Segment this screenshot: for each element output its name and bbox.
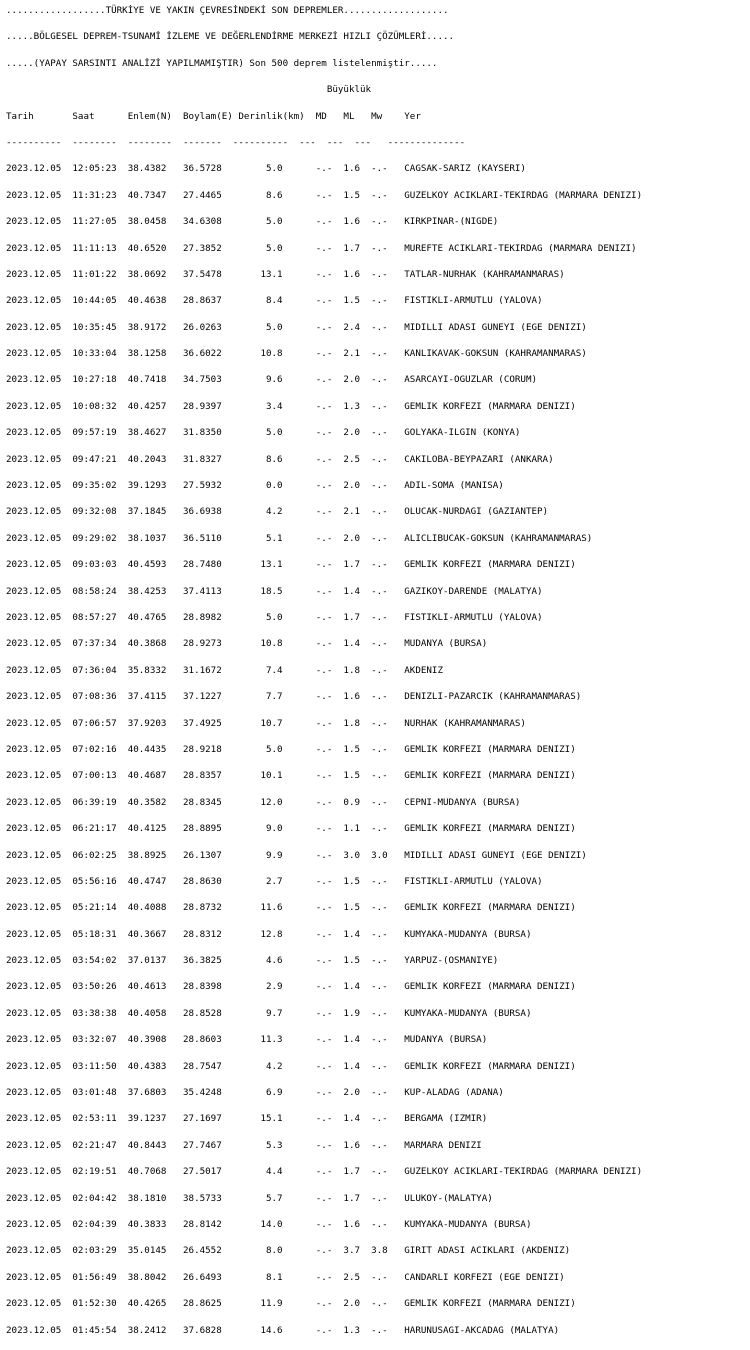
earthquake-row: 2023.12.05 03:01:48 37.6803 35.4248 6.9 -.- 2.0 -.- KUP-ALADAG (ADANA) xyxy=(6,1087,504,1099)
header-line-institute: .....BÖLGESEL DEPREM-TSUNAMİ İZLEME VE DEĞERLENDİRME MERKEZİ HIZLI ÇÖZÜMLERİ..... xyxy=(6,31,455,43)
earthquake-row: 2023.12.05 11:11:13 40.6520 27.3852 5.0 -.- 1.7 -.- MUREFTE ACIKLARI-TEKIRDAG (MARMARA DENIZI) xyxy=(6,242,637,254)
earthquake-row: 2023.12.05 03:38:38 40.4058 28.8528 9.7 -.- 1.9 -.- KUMYAKA-MUDANYA (BURSA) xyxy=(6,1007,532,1019)
earthquake-row: 2023.12.05 06:02:25 38.8925 26.1307 9.9 -.- 3.0 3.0 MIDILLI ADASI GUNEYI (EGE DENIZI) xyxy=(6,849,587,861)
earthquake-row: 2023.12.05 12:05:23 38.4382 36.5728 5.0 -.- 1.6 -.- CAGSAK-SARIZ (KAYSERI) xyxy=(6,163,526,175)
earthquake-row: 2023.12.05 05:56:16 40.4747 28.8630 2.7 -.- 1.5 -.- FISTIKLI-ARMUTLU (YALOVA) xyxy=(6,875,543,887)
earthquake-row: 2023.12.05 09:57:19 38.4627 31.8350 5.0 -.- 2.0 -.- GOLYAKA-ILGIN (KONYA) xyxy=(6,427,521,439)
earthquake-row: 2023.12.05 11:27:05 38.0458 34.6308 5.0 -.- 1.6 -.- KIRKPINAR-(NIGDE) xyxy=(6,216,499,228)
earthquake-row: 2023.12.05 02:04:39 40.3833 28.8142 14.0 -.- 1.6 -.- KUMYAKA-MUDANYA (BURSA) xyxy=(6,1218,532,1230)
earthquake-row: 2023.12.05 02:53:11 39.1237 27.1697 15.1 -.- 1.4 -.- BERGAMA (IZMIR) xyxy=(6,1113,488,1125)
earthquake-row: 2023.12.05 09:32:08 37.1845 36.6938 4.2 -.- 2.1 -.- OLUCAK-NURDAGI (GAZIANTEP) xyxy=(6,506,549,518)
earthquake-row: 2023.12.05 07:08:36 37.4115 37.1227 7.7 -.- 1.6 -.- DENIZLI-PAZARCIK (KAHRAMANMARAS) xyxy=(6,691,582,703)
earthquake-row: 2023.12.05 07:37:34 40.3868 28.9273 10.8 -.- 1.4 -.- MUDANYA (BURSA) xyxy=(6,638,488,650)
header-separator: ---------- -------- -------- ------- ---------- --- --- --- -------------- xyxy=(6,136,466,148)
earthquake-row: 2023.12.05 10:35:45 38.9172 26.0263 5.0 -.- 2.4 -.- MIDILLI ADASI GUNEYI (EGE DENIZI) xyxy=(6,321,587,333)
earthquake-row: 2023.12.05 09:47:21 40.2043 31.8327 8.6 -.- 2.5 -.- CAKILOBA-BEYPAZARI (ANKARA) xyxy=(6,453,554,465)
earthquake-row: 2023.12.05 05:21:14 40.4088 28.8732 11.6 -.- 1.5 -.- GEMLIK KORFEZI (MARMARA DENIZI) xyxy=(6,902,576,914)
earthquake-row: 2023.12.05 11:31:23 40.7347 27.4465 8.6 -.- 1.5 -.- GUZELKOY ACIKLARI-TEKIRDAG (MARMARA DENIZI) xyxy=(6,189,643,201)
earthquake-row: 2023.12.05 02:04:42 38.1810 38.5733 5.7 -.- 1.7 -.- ULUKOY-(MALATYA) xyxy=(6,1192,493,1204)
earthquake-row: 2023.12.05 06:39:19 40.3582 28.8345 12.0 -.- 0.9 -.- CEPNI-MUDANYA (BURSA) xyxy=(6,796,521,808)
earthquake-row: 2023.12.05 11:01:22 38.0692 37.5478 13.1 -.- 1.6 -.- TATLAR-NURHAK (KAHRAMANMARAS) xyxy=(6,268,565,280)
earthquake-row: 2023.12.05 06:21:17 40.4125 28.8895 9.0 -.- 1.1 -.- GEMLIK KORFEZI (MARMARA DENIZI) xyxy=(6,823,576,835)
earthquake-row: 2023.12.05 02:03:29 35.0145 26.4552 8.0 -.- 3.7 3.8 GIRIT ADASI ACIKLARI (AKDENIZ) xyxy=(6,1245,571,1257)
earthquake-row: 2023.12.05 01:45:54 38.2412 37.6828 14.6 -.- 1.3 -.- HARUNUSAGI-AKCADAG (MALATYA) xyxy=(6,1324,560,1336)
earthquake-row: 2023.12.05 07:36:04 35.8332 31.1672 7.4 -.- 1.8 -.- AKDENIZ xyxy=(6,664,443,676)
earthquake-row: 2023.12.05 08:57:27 40.4765 28.8982 5.0 -.- 1.7 -.- FISTIKLI-ARMUTLU (YALOVA) xyxy=(6,611,543,623)
earthquake-row: 2023.12.05 03:50:26 40.4613 28.8398 2.9 -.- 1.4 -.- GEMLIK KORFEZI (MARMARA DENIZI) xyxy=(6,981,576,993)
earthquake-row: 2023.12.05 05:18:31 40.3667 28.8312 12.8 -.- 1.4 -.- KUMYAKA-MUDANYA (BURSA) xyxy=(6,928,532,940)
earthquake-row: 2023.12.05 10:27:18 40.7418 34.7503 9.6 -.- 2.0 -.- ASARCAYI-OGUZLAR (CORUM) xyxy=(6,374,538,386)
earthquake-row: 2023.12.05 09:03:03 40.4593 28.7480 13.1 -.- 1.7 -.- GEMLIK KORFEZI (MARMARA DENIZI) xyxy=(6,559,576,571)
earthquake-row: 2023.12.05 09:35:02 39.1293 27.5932 0.0 -.- 2.0 -.- ADIL-SOMA (MANISA) xyxy=(6,480,504,492)
earthquake-row: 2023.12.05 03:11:50 40.4383 28.7547 4.2 -.- 1.4 -.- GEMLIK KORFEZI (MARMARA DENIZI) xyxy=(6,1060,576,1072)
earthquake-row: 2023.12.05 07:02:16 40.4435 28.9218 5.0 -.- 1.5 -.- GEMLIK KORFEZI (MARMARA DENIZI) xyxy=(6,743,576,755)
earthquake-row: 2023.12.05 08:58:24 38.4253 37.4113 18.5 -.- 1.4 -.- GAZIKOY-DARENDE (MALATYA) xyxy=(6,585,543,597)
earthquake-row: 2023.12.05 07:06:57 37.9203 37.4925 10.7 -.- 1.8 -.- NURHAK (KAHRAMANMARAS) xyxy=(6,717,526,729)
earthquake-row: 2023.12.05 02:21:47 40.8443 27.7467 5.3 -.- 1.6 -.- MARMARA DENIZI xyxy=(6,1139,482,1151)
header-line-title: ..................TÜRKİYE VE YAKIN ÇEVRESİNDEKİ SON DEPREMLER................... xyxy=(6,5,449,16)
earthquake-row: 2023.12.05 02:19:51 40.7068 27.5017 4.4 -.- 1.7 -.- GUZELKOY ACIKLARI-TEKIRDAG (MARMARA DENIZI) xyxy=(6,1166,643,1178)
earthquake-row: 2023.12.05 01:52:30 40.4265 28.8625 11.9 -.- 2.0 -.- GEMLIK KORFEZI (MARMARA DENIZI) xyxy=(6,1298,576,1310)
earthquake-row: 2023.12.05 03:32:07 40.3908 28.8603 11.3 -.- 1.4 -.- MUDANYA (BURSA) xyxy=(6,1034,488,1046)
earthquake-row: 2023.12.05 10:44:05 40.4638 28.8637 8.4 -.- 1.5 -.- FISTIKLI-ARMUTLU (YALOVA) xyxy=(6,295,543,307)
earthquake-row: 2023.12.05 07:00:13 40.4687 28.8357 10.1 -.- 1.5 -.- GEMLIK KORFEZI (MARMARA DENIZI) xyxy=(6,770,576,782)
earthquake-row: 2023.12.05 03:54:02 37.0137 36.3825 4.6 -.- 1.5 -.- YARPUZ-(OSMANIYE) xyxy=(6,955,499,967)
header-line-magnitude: Büyüklük xyxy=(6,84,372,96)
earthquake-row: 2023.12.05 10:33:04 38.1258 36.6022 10.8 -.- 2.1 -.- KANLIKAVAK-GOKSUN (KAHRAMANMARAS) xyxy=(6,348,587,360)
earthquake-row: 2023.12.05 10:08:32 40.4257 28.9397 3.4 -.- 1.3 -.- GEMLIK KORFEZI (MARMARA DENIZI) xyxy=(6,400,576,412)
earthquake-row: 2023.12.05 09:29:02 38.1037 36.5110 5.1 -.- 2.0 -.- ALICLIBUCAK-GOKSUN (KAHRAMANMARAS) xyxy=(6,532,593,544)
header-line-note: .....(YAPAY SARSINTI ANALİZİ YAPILMAMIŞTIR) Son 500 deprem listelenmiştir..... xyxy=(6,57,438,69)
column-headers: Tarih Saat Enlem(N) Boylam(E) Derinlik(km) MD ML Mw Yer xyxy=(6,110,421,122)
earthquake-row: 2023.12.05 01:56:49 38.8042 26.6493 8.1 -.- 2.5 -.- CANDARLI KORFEZI (EGE DENIZI) xyxy=(6,1271,565,1283)
